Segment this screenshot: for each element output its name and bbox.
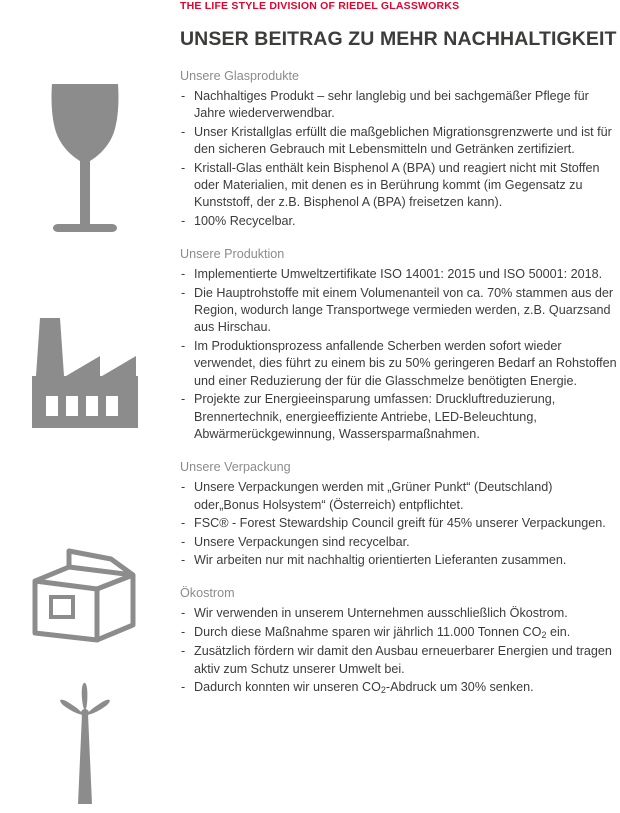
bullet-list (180, 266, 620, 443)
list-item (180, 679, 620, 697)
list-item: - Unser Kristallglas erfüllt die maßgeblichen Migrationsgrenzwerte und ist für den sicheren Gebrauch mit Lebensmitteln und Getränken zertifiziert. (180, 124, 620, 159)
section-title: Unsere Glasprodukte (180, 69, 300, 83)
list-item: - Implementierte Umweltzertifikate ISO 14001: 2015 und ISO 50001: 2018. (180, 266, 620, 283)
bullet-list (180, 605, 620, 697)
section-title: Unsere Produktion (180, 247, 285, 262)
list-item: - Die Hauptrohstoffe mit einem Volumenanteil von ca. 70% stammen aus der Region, wodurch lange Transportwege vermieden werden, z.B. Quarzsand aus Hirschau. (180, 285, 620, 337)
eyebrow-text: THE LIFE STYLE DIVISION OF RIEDEL GLASSWORKS (180, 0, 460, 12)
page-title: UNSER BEITRAG ZU MEHR NACHHALTIGKEIT (180, 28, 617, 50)
list-item: - Wir verwenden in unserem Unternehmen ausschließlich Ökostrom. (180, 605, 620, 622)
bullet-list (180, 479, 620, 569)
bullet-list (180, 88, 620, 230)
list-item (180, 624, 620, 642)
list-item: - FSC® - Forest Stewardship Council greift für 45% unserer Verpackungen. (180, 515, 620, 532)
list-item-text: Dadurch konnten wir unseren $CO_2$-Abdruck um 30% senken. (194, 679, 534, 695)
section-title: Ökostrom (180, 586, 235, 601)
list-item: - Zusätzlich fördern wir damit den Ausbau erneuerbarer Energien und tragen aktiv zum Schutz unserer Umwelt bei. (180, 643, 620, 678)
document-content (180, 0, 620, 811)
list-item: - Unsere Verpackungen werden mit „Grüner Punkt“ (Deutschland) oder„Bonus Holsystem“ (Österreich) entpflichtet. (180, 479, 620, 514)
section-glasprodukte (180, 68, 620, 230)
list-item: - Im Produktionsprozess anfallende Scherben werden sofort wieder verwendet, dies führt zu einem bis zu 50% geringeren Bedarf an Rohstoffen und einer Reduzierung der für die Glasschmelze benötigten Energie. (180, 338, 620, 390)
list-item: - Wir arbeiten nur mit nachhaltig orientierten Lieferanten zusammen. (180, 552, 620, 569)
section-produktion (180, 246, 620, 443)
section-oekostrom (180, 585, 620, 697)
cardboard-box-icon (0, 545, 170, 650)
list-item: - Nachhaltiges Produkt – sehr langlebig und bei sachgemäßer Pflege für Jahre wiederverwendbar. (180, 88, 620, 123)
list-item-text: Durch diese Maßnahme sparen wir jährlich 11.000 Tonnen $CO_2$ ein. (194, 624, 571, 640)
list-item: - Kristall-Glas enthält kein Bisphenol A (BPA) und reagiert nicht mit Stoffen oder Materialien, mit denen es in Berührung kommt (im Gegensatz zu Kunststoff, der z.B. Bisphenol A (BPA) freisetzen kann). (180, 160, 620, 212)
icon-column (0, 0, 170, 811)
list-item: - 100% Recycelbar. (180, 213, 620, 230)
section-title: Unsere Verpackung (180, 460, 291, 475)
wind-turbine-icon (0, 678, 170, 813)
wine-glass-icon (0, 78, 170, 248)
factory-icon (0, 310, 170, 445)
list-item: - Unsere Verpackungen sind recycelbar. (180, 534, 620, 551)
section-verpackung (180, 459, 620, 569)
list-item: - Projekte zur Energieeinsparung umfassen: Druckluftreduzierung, Brennertechnik, energieeffiziente Antriebe, LED-Beleuchtung, Abwärmerückgewinnung, Wassersparmaßnahmen. (180, 391, 620, 443)
